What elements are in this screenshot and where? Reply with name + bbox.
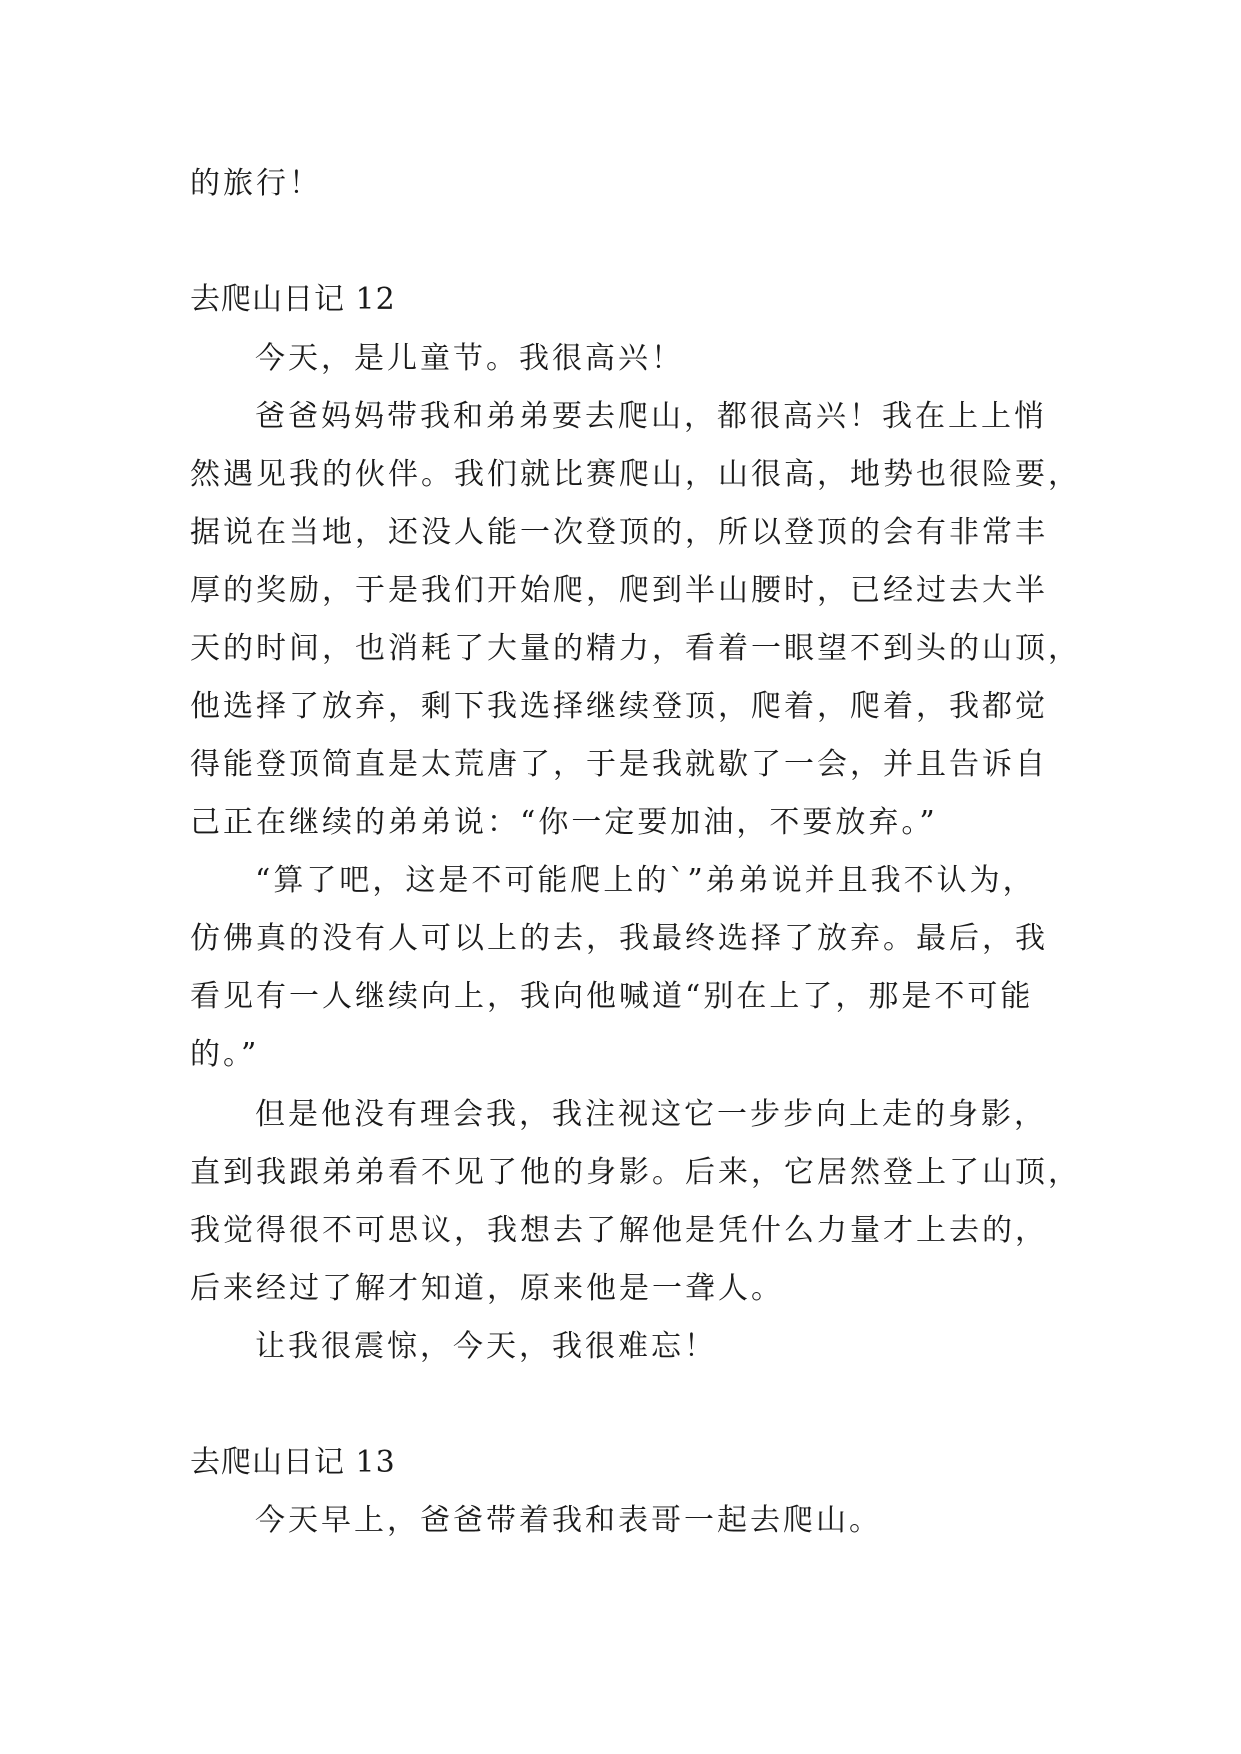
paragraph-line: 厚的奖励，于是我们开始爬，爬到半山腰时，已经过去大半 (190, 573, 1048, 608)
entry-title-12: 去爬山日记 12 (190, 282, 396, 317)
paragraph-line: 但是他没有理会我，我注视这它一步步向上走的身影， (255, 1097, 1047, 1132)
paragraph-line: 然遇见我的伙伴。我们就比赛爬山，山很高，地势也很险要， (190, 457, 1081, 492)
paragraph-line: 仿佛真的没有人可以上的去，我最终选择了放弃。最后，我 (190, 921, 1048, 956)
paragraph-line: 他选择了放弃，剩下我选择继续登顶，爬着，爬着，我都觉 (190, 689, 1048, 724)
paragraph-line: 天的时间，也消耗了大量的精力，看着一眼望不到头的山顶， (190, 631, 1081, 666)
entry-title-13: 去爬山日记 13 (190, 1445, 396, 1480)
paragraph-line: “算了吧，这是不可能爬上的`”弟弟说并且我不认为， (255, 863, 1036, 898)
paragraph-line: 我觉得很不可思议，我想去了解他是凭什么力量才上去的， (190, 1213, 1048, 1248)
previous-entry-ending: 的旅行！ (190, 166, 322, 201)
paragraph-line: 据说在当地，还没人能一次登顶的，所以登顶的会有非常丰 (190, 515, 1048, 550)
paragraph-line: 己正在继续的弟弟说：“你一定要加油，不要放弃。” (190, 805, 938, 840)
paragraph-line: 直到我跟弟弟看不见了他的身影。后来，它居然登上了山顶， (190, 1155, 1081, 1190)
paragraph-line: 看见有一人继续向上，我向他喊道“别在上了，那是不可能 (190, 979, 1034, 1014)
paragraph-line: 今天，是儿童节。我很高兴！ (255, 341, 684, 376)
paragraph-line: 让我很震惊，今天，我很难忘！ (255, 1329, 717, 1364)
paragraph-line: 后来经过了解才知道，原来他是一聋人。 (190, 1271, 784, 1306)
paragraph-line: 爸爸妈妈带我和弟弟要去爬山，都很高兴！我在上上悄 (255, 399, 1047, 434)
paragraph-line: 今天早上，爸爸带着我和表哥一起去爬山。 (255, 1503, 882, 1538)
paragraph-line: 的。” (190, 1037, 260, 1072)
paragraph-line: 得能登顶简直是太荒唐了，于是我就歇了一会，并且告诉自 (190, 747, 1048, 782)
